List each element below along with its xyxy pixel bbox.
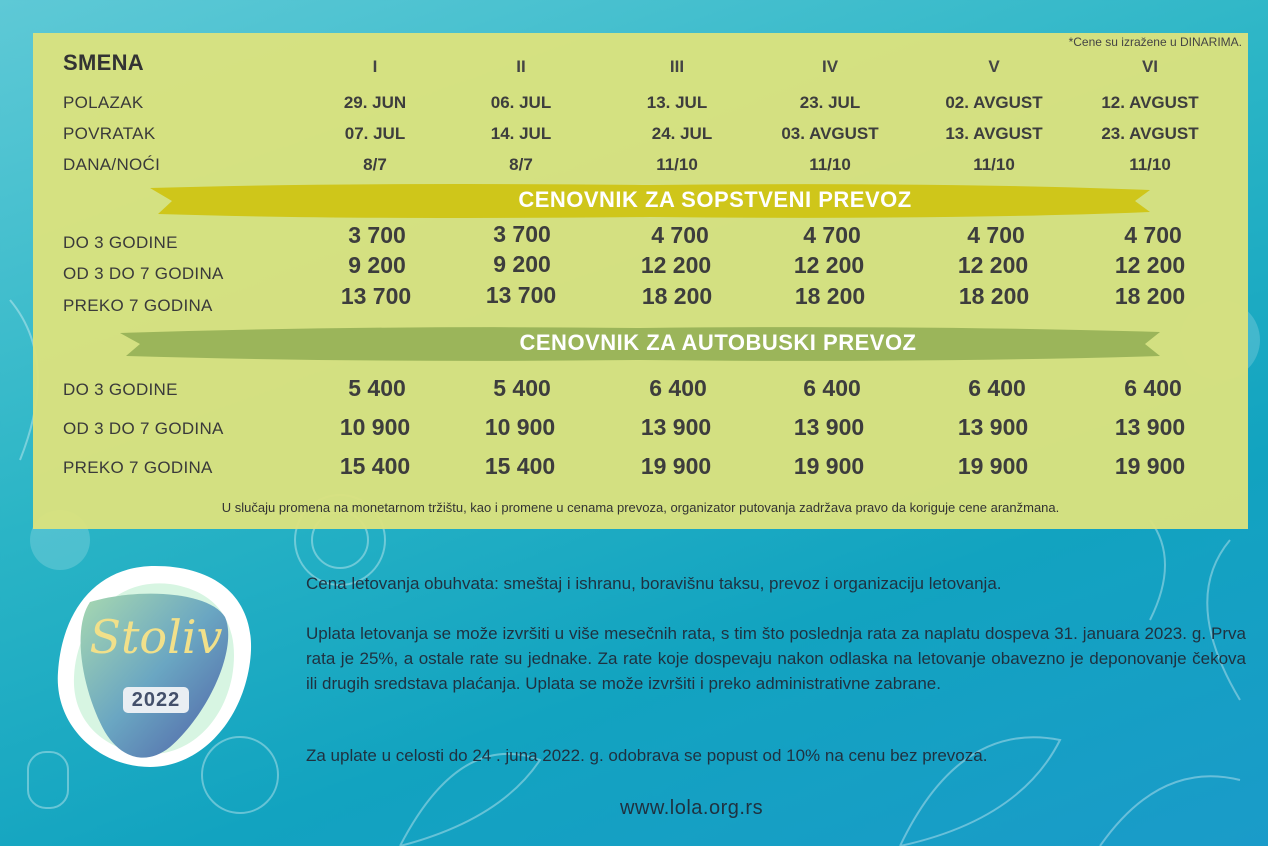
logo-name: Stoliv [89, 610, 223, 664]
price-cell: 10 900 [484, 414, 556, 440]
table-cell: 11/10 [809, 155, 851, 174]
price-cell: 9 200 [348, 252, 406, 278]
price-cell: 12 200 [957, 252, 1029, 278]
table-cell: 13. JUL [646, 93, 708, 112]
table-cell: 23. JUL [799, 93, 861, 112]
smena-label: SMENA [63, 50, 144, 75]
price-cell: 12 200 [1114, 252, 1186, 278]
shift-header: III [669, 57, 685, 76]
price-cell: 10 900 [339, 414, 411, 440]
price-cell: 19 900 [957, 453, 1029, 479]
row-label-do3: DO 3 GODINE [63, 233, 178, 252]
shift-header: VI [1141, 57, 1159, 76]
table-cell: 07. JUL [344, 124, 406, 143]
price-cell: 18 200 [794, 283, 866, 309]
price-cell: 19 900 [1114, 453, 1186, 479]
price-cell: 12 200 [793, 252, 865, 278]
table-cell: 02. AVGUST [945, 93, 1043, 112]
price-cell: 9 200 [493, 251, 551, 277]
price-cell: 4 700 [1124, 222, 1182, 248]
table-cell: 14. JUL [490, 124, 552, 143]
table-cell: 11/10 [973, 155, 1015, 174]
price-cell: 13 700 [485, 282, 557, 308]
price-cell: 13 900 [957, 414, 1029, 440]
price-cell: 13 900 [640, 414, 712, 440]
table-cell: 12. AVGUST [1101, 93, 1199, 112]
banner-autobuski-title: CENOVNIK ZA AUTOBUSKI PREVOZ [519, 330, 917, 355]
website-link[interactable]: www.lola.org.rs [620, 797, 764, 819]
table-cell: 06. JUL [490, 93, 552, 112]
price-cell: 3 700 [493, 221, 551, 247]
table-cell: 11/10 [1129, 155, 1171, 174]
row-label-dana-noci: DANA/NOĆI [63, 155, 161, 174]
table-cell: 13. AVGUST [945, 124, 1043, 143]
price-cell: 15 400 [339, 453, 411, 479]
shift-header: V [988, 57, 1000, 76]
price-cell: 13 900 [1114, 414, 1186, 440]
row-label-od3do7: OD 3 DO 7 GODINA [63, 264, 224, 283]
table-cell: 8/7 [509, 155, 533, 174]
price-cell: 18 200 [958, 283, 1030, 309]
shift-header: IV [821, 57, 839, 76]
row-label-preko7: PREKO 7 GODINA [63, 458, 213, 477]
table-cell: 23. AVGUST [1101, 124, 1199, 143]
table-cell: 03. AVGUST [781, 124, 879, 143]
logo-year: 2022 [123, 687, 189, 713]
stoliv-logo [50, 562, 260, 772]
row-label-polazak: POLAZAK [63, 93, 144, 112]
price-cell: 6 400 [968, 375, 1026, 401]
price-cell: 4 700 [967, 222, 1025, 248]
info-paragraph-payment: Uplata letovanja se može izvršiti u više mesečnih rata, s tim što poslednja rata za naplatu dospeva 31. januara 2023. g. Prva rata je 25%, a ostale rate su jednake. Za rate koje dospevaju nakon odlaska na letovanje obavezno je deponovanje čekova ili drugih sredstava plaćanja. Uplata se može izvršiti i preko administrativne zabrane. [306, 624, 1246, 693]
price-cell: 19 900 [640, 453, 712, 479]
price-disclaimer: U slučaju promena na monetarnom tržištu, kao i promene u cenama prevoza, organizator putovanja zadržava pravo da koriguje cene aranžmana. [221, 500, 1060, 515]
price-cell: 4 700 [803, 222, 861, 248]
price-cell: 13 900 [793, 414, 865, 440]
info-paragraph-included: Cena letovanja obuhvata: smeštaj i ishranu, boravišnu taksu, prevoz i organizaciju letovanja. [306, 574, 1002, 593]
table-cell: 11/10 [656, 155, 698, 174]
row-label-povratak: POVRATAK [63, 124, 156, 143]
row-label-od3do7: OD 3 DO 7 GODINA [63, 419, 224, 438]
table-cell: 24. JUL [651, 124, 713, 143]
table-cell: 8/7 [363, 155, 387, 174]
price-cell: 5 400 [493, 375, 551, 401]
price-cell: 13 700 [340, 283, 412, 309]
price-cell: 6 400 [1124, 375, 1182, 401]
price-cell: 5 400 [348, 375, 406, 401]
price-cell: 3 700 [348, 222, 406, 248]
shift-header: II [516, 57, 526, 76]
table-cell: 29. JUN [343, 93, 407, 112]
price-cell: 18 200 [1114, 283, 1186, 309]
row-label-preko7: PREKO 7 GODINA [63, 296, 213, 315]
price-cell: 12 200 [640, 252, 712, 278]
price-cell: 15 400 [484, 453, 556, 479]
price-cell: 6 400 [649, 375, 707, 401]
banner-sopstveni-title: CENOVNIK ZA SOPSTVENI PREVOZ [518, 187, 912, 212]
info-paragraph-discount: Za uplate u celosti do 24 . juna 2022. g. odobrava se popust od 10% na cenu bez prevoza. [306, 746, 988, 765]
currency-note: *Cene su izražene u DINARIMA. [1068, 35, 1242, 49]
row-label-do3: DO 3 GODINE [63, 380, 178, 399]
price-cell: 6 400 [803, 375, 861, 401]
price-cell: 19 900 [793, 453, 865, 479]
price-cell: 4 700 [651, 222, 709, 248]
price-cell: 18 200 [641, 283, 713, 309]
shift-header: I [372, 57, 378, 76]
